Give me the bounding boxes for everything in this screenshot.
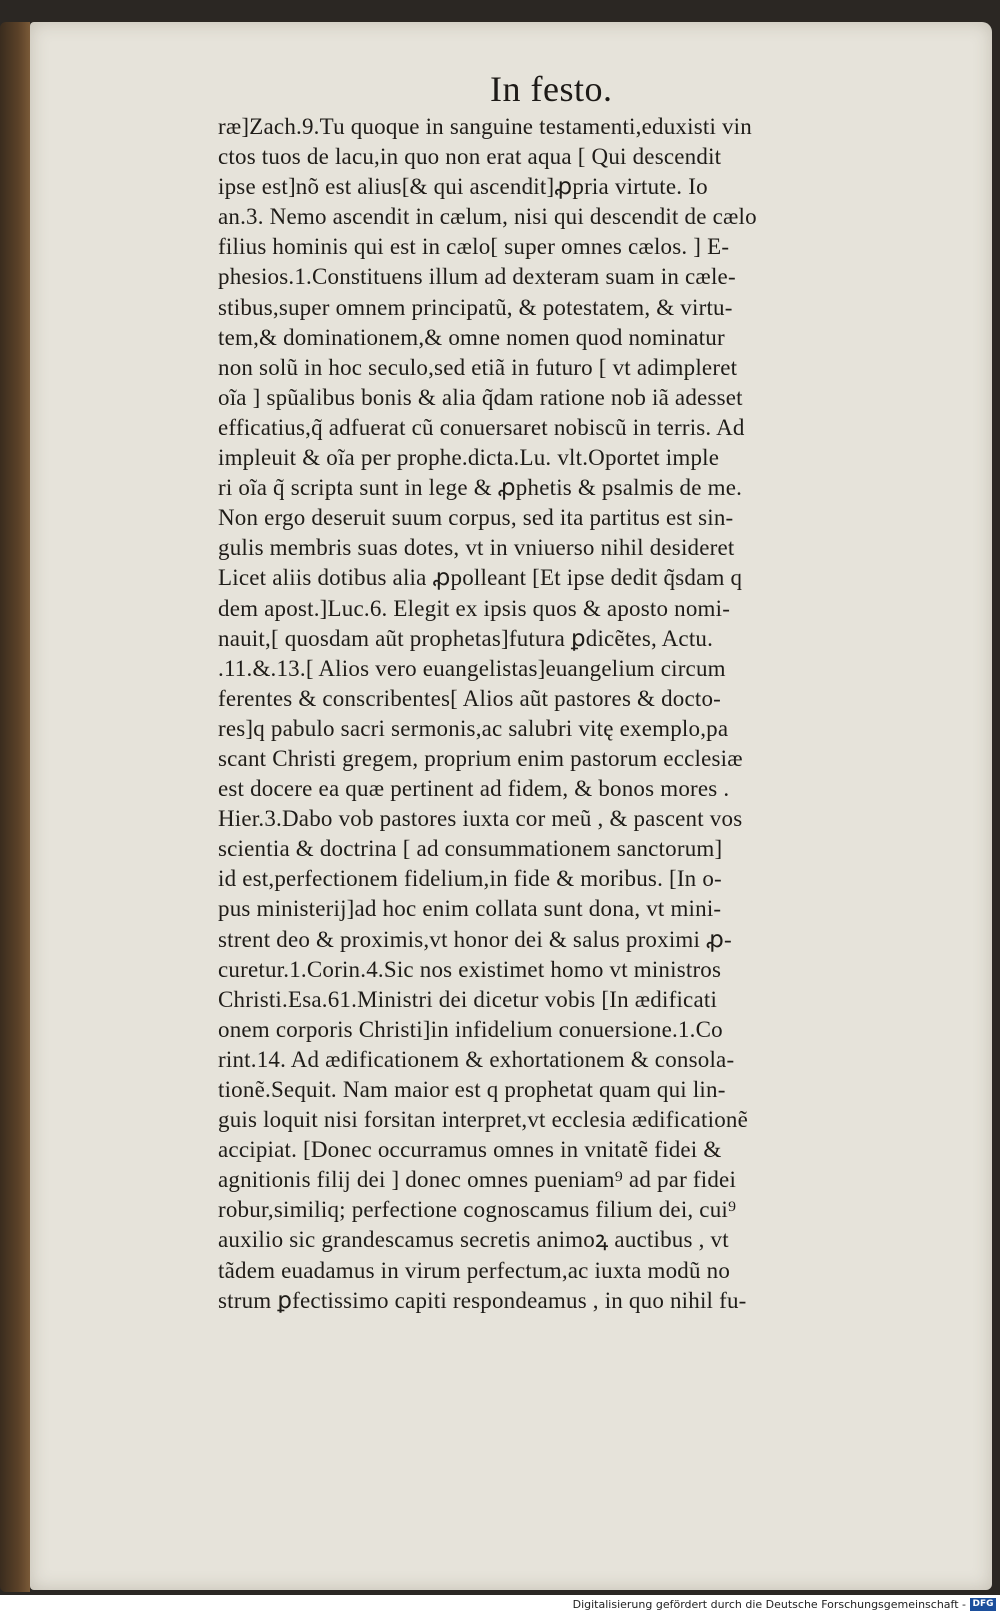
text-line: ipse est]nõ est alius[& qui ascendit]ꝓpria virtute. Io xyxy=(218,174,708,200)
text-line: oĩa ] spũalibus bonis & alia q̃dam ratione nob iã adesset xyxy=(218,384,743,410)
text-line: gulis membris suas dotes, vt in vniuerso nihil desideret xyxy=(218,535,735,561)
text-line: curetur.1.Corin.4.Sic nos existimet homo vt ministros xyxy=(218,956,722,982)
text-line: pus ministerij]ad hoc enim collata sunt dona, vt mini- xyxy=(218,896,722,922)
text-line: dem apost.]Luc.6. Elegit ex ipsis quos & aposto nomi- xyxy=(218,595,731,621)
footer-credit: Digitalisierung gefördert durch die Deutsche Forschungsgemeinschaft - xyxy=(572,1598,966,1611)
text-line: guis loquit nisi forsitan interpret,vt ecclesia ædificationẽ xyxy=(218,1107,749,1133)
text-line: ri oĩa q̃ scripta sunt in lege & ꝓphetis & psalmis de me. xyxy=(218,475,743,501)
text-line: strum ꝑfectissimo capiti respondeamus , in quo nihil fu- xyxy=(218,1287,747,1313)
text-line: Christi.Esa.61.Ministri dei dicetur vobis [In ædificati xyxy=(218,986,718,1012)
text-line: strent deo & proximis,vt honor dei & salus proximi ꝓ- xyxy=(218,926,732,952)
text-line: non solũ in hoc seculo,sed etiã in futuro [ vt adimpleret xyxy=(218,354,738,380)
text-line: Non ergo deseruit suum corpus, sed ita partitus est sin- xyxy=(218,505,734,531)
digitization-footer xyxy=(0,1595,1000,1615)
text-line: est docere ea quæ pertinent ad fidem, & bonos mores . xyxy=(218,776,730,802)
text-line: efficatius,q̃ adfuerat cũ conuersaret nobiscũ in terris. Ad xyxy=(218,414,745,440)
text-line: robur,similiq; perfectione cognoscamus filium dei, cui⁹ xyxy=(218,1197,737,1223)
text-line: accipiat. [Donec occurramus omnes in vnitatẽ fidei & xyxy=(218,1137,722,1163)
text-line: id est,perfectionem fidelium,in fide & moribus. [In o- xyxy=(218,866,722,892)
text-line: scant Christi gregem, proprium enim pastorum ecclesiæ xyxy=(218,745,743,771)
text-line: auxilio sic grandescamus secretis animoꝝ auctibus , vt xyxy=(218,1227,729,1253)
text-line: onem corporis Christi]in infidelium conuersione.1.Co xyxy=(218,1016,723,1042)
text-line: res]q pabulo sacri sermonis,ac salubri vitę exemplo,pa xyxy=(218,715,729,741)
text-line: scientia & doctrina [ ad consummationem sanctorum] xyxy=(218,836,723,862)
text-line: ctos tuos de lacu,in quo non erat aqua [ Qui descendit xyxy=(218,144,722,170)
text-line: tionẽ.Sequit. Nam maior est q prophetat quam qui lin- xyxy=(218,1077,726,1102)
text-line: tem,& dominationem,& omne nomen quod nominatur xyxy=(218,324,725,350)
text-line: impleuit & oĩa per prophe.dicta.Lu. vlt.Oportet imple xyxy=(218,445,720,471)
text-line: agnitionis filij dei ] donec omnes pueniam⁹ ad par fidei xyxy=(218,1167,737,1193)
book-spine xyxy=(0,22,30,1592)
text-line: .11.&.13.[ Alios vero euangelistas]euangelium circum xyxy=(218,655,726,681)
text-line: rint.14. Ad ædificationem & exhortationem & consola- xyxy=(218,1046,735,1072)
page-body xyxy=(218,112,908,1316)
text-line: an.3. Nemo ascendit in cælum, nisi qui descendit de cælo xyxy=(218,204,757,230)
text-line: ferentes & conscribentes[ Alios aũt pastores & docto- xyxy=(218,685,722,711)
text-line: Hier.3.Dabo vob pastores iuxta cor meũ , & pascent vos xyxy=(218,806,743,832)
text-line: tãdem euadamus in virum perfectum,ac iuxta modũ no xyxy=(218,1257,731,1283)
dfg-logo: DFG xyxy=(970,1598,996,1611)
text-line: stibus,super omnem principatũ, & potestatem, & virtu- xyxy=(218,294,733,320)
text-line: ræ]Zach.9.Tu quoque in sanguine testamenti,eduxisti vin xyxy=(218,114,752,139)
running-title: In festo. xyxy=(490,69,613,109)
text-line: phesios.1.Constituens illum ad dexteram suam in cæle- xyxy=(218,264,736,290)
text-line: nauit,[ quosdam aũt prophetas]futura ꝑdicẽtes, Actu. xyxy=(218,625,714,651)
text-line: filius hominis qui est in cælo[ super omnes cælos. ] E- xyxy=(218,234,730,260)
text-line: Licet aliis dotibus alia ꝓpolleant [Et ipse dedit q̃sdam q xyxy=(218,565,743,591)
